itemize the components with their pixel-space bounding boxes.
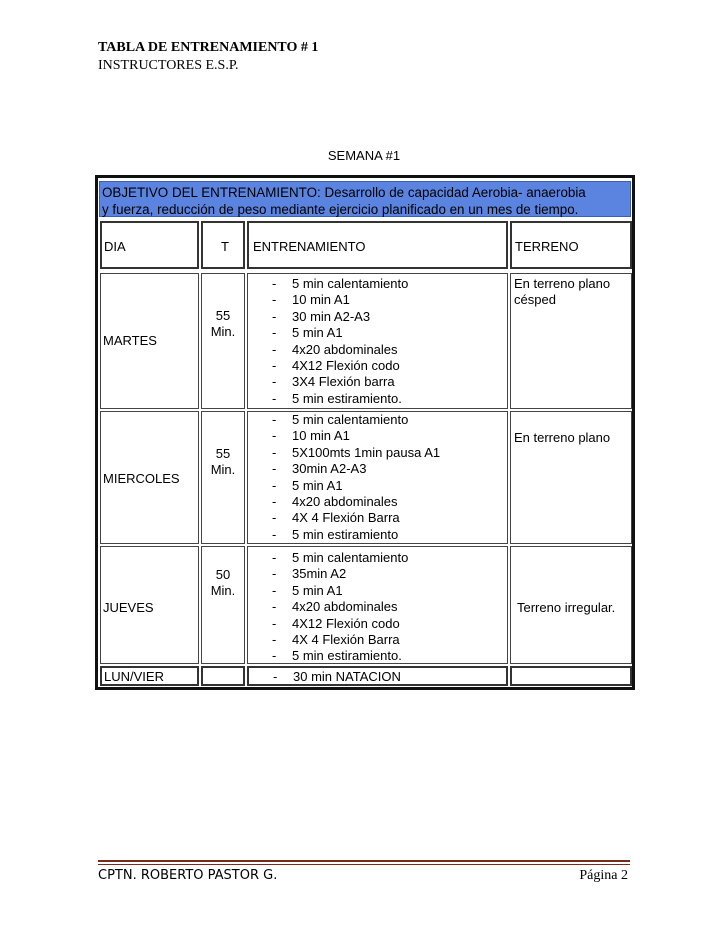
table-row: [100, 411, 630, 544]
objective-line-2: y fuerza, reducción de peso mediante ejercicio planificado en un mes de tiempo.: [102, 202, 579, 217]
dia-label: LUN/VIER: [104, 669, 164, 684]
terreno-line-1: En terreno plano: [514, 276, 611, 291]
dia-cell: [100, 273, 199, 409]
list-item: - 4x20 abdominales: [268, 494, 440, 510]
header-cell-dia: [100, 221, 199, 269]
list-item: - 10 min A1: [268, 428, 440, 444]
exercise-list: [269, 669, 401, 685]
list-item: - 5 min A1: [268, 583, 408, 599]
list-item: - 4X 4 Flexión Barra: [268, 632, 408, 648]
column-t-label: T: [221, 239, 229, 254]
dia-cell: [100, 411, 199, 544]
column-dia-label: DIA: [104, 239, 126, 254]
table-row: [100, 546, 630, 664]
exercise-list: [268, 550, 408, 665]
time-cell: [201, 411, 245, 544]
list-item: - 5 min A1: [268, 478, 440, 494]
entrenamiento-cell: [247, 546, 508, 664]
time-unit: Min.: [210, 583, 236, 598]
terreno-line-2: césped: [514, 292, 556, 307]
terreno-line-1: Terreno irregular.: [517, 600, 616, 615]
terreno-line-1: En terreno plano: [514, 430, 611, 445]
list-item: - 3X4 Flexión barra: [268, 374, 408, 390]
footer-author: CPTN. ROBERTO PASTOR G.: [98, 868, 278, 883]
dia-label: MIERCOLES: [103, 471, 180, 486]
list-item: - 4X12 Flexión codo: [268, 616, 408, 632]
document-title: TABLA DE ENTRENAMIENTO # 1: [98, 40, 319, 55]
time-unit: Min.: [210, 462, 236, 477]
list-item: - 30min A2-A3: [268, 461, 440, 477]
header-cell-t: [201, 221, 245, 269]
footer-divider: [98, 860, 630, 862]
week-label-text: SEMANA #1: [327, 148, 401, 163]
exercise-list: [268, 276, 408, 407]
list-item: - 5 min A1: [268, 325, 408, 341]
list-item: - 30 min A2-A3: [268, 309, 408, 325]
list-item: - 4X12 Flexión codo: [268, 358, 408, 374]
list-item: - 5 min estiramiento: [268, 527, 440, 543]
column-entrenamiento-label: ENTRENAMIENTO: [253, 239, 366, 254]
list-item: - 35min A2: [268, 566, 408, 582]
list-item: - 30 min NATACION: [269, 669, 401, 685]
time-value: 55: [215, 308, 231, 323]
list-item: - 5 min estiramiento.: [268, 648, 408, 664]
dia-cell: [100, 546, 199, 664]
column-terreno-label: TERRENO: [515, 239, 579, 254]
dia-label: JUEVES: [103, 600, 154, 615]
time-cell: [201, 546, 245, 664]
list-item: - 5 min calentamiento: [268, 550, 408, 566]
entrenamiento-cell: [247, 273, 508, 409]
time-cell: [201, 666, 245, 686]
objective-banner: [99, 181, 631, 217]
time-cell: [201, 273, 245, 409]
list-item: - 4x20 abdominales: [268, 599, 408, 615]
header-cell-entrenamiento: [247, 221, 508, 269]
footer-page-number: Página 2: [579, 868, 628, 883]
entrenamiento-cell: [247, 411, 508, 544]
list-item: - 4x20 abdominales: [268, 342, 408, 358]
training-table: [95, 175, 635, 690]
header-cell-terreno: [510, 221, 632, 269]
dia-label: MARTES: [103, 333, 157, 348]
terreno-cell: [510, 666, 632, 686]
terreno-cell: [510, 273, 632, 409]
list-item: - 5 min estiramiento.: [268, 391, 408, 407]
objective-line-1: OBJETIVO DEL ENTRENAMIENTO: Desarrollo de capacidad Aerobia- anaerobia: [102, 185, 586, 200]
footer-divider-thin: [98, 864, 630, 865]
table-row: [100, 666, 630, 686]
time-value: 50: [215, 567, 231, 582]
terreno-cell: [510, 546, 632, 664]
entrenamiento-cell: [247, 666, 508, 686]
time-value: 55: [215, 446, 231, 461]
list-item: - 5X100mts 1min pausa A1: [268, 445, 440, 461]
week-label: [0, 148, 728, 163]
document-subtitle: INSTRUCTORES E.S.P.: [98, 58, 239, 73]
terreno-cell: [510, 411, 632, 544]
dia-cell: [100, 666, 199, 686]
list-item: - 5 min calentamiento: [268, 276, 408, 292]
list-item: - 4X 4 Flexión Barra: [268, 510, 440, 526]
exercise-list: [268, 412, 440, 543]
time-unit: Min.: [210, 324, 236, 339]
table-header-row: [100, 221, 630, 269]
table-row: [100, 273, 630, 409]
list-item: - 10 min A1: [268, 292, 408, 308]
list-item: - 5 min calentamiento: [268, 412, 440, 428]
